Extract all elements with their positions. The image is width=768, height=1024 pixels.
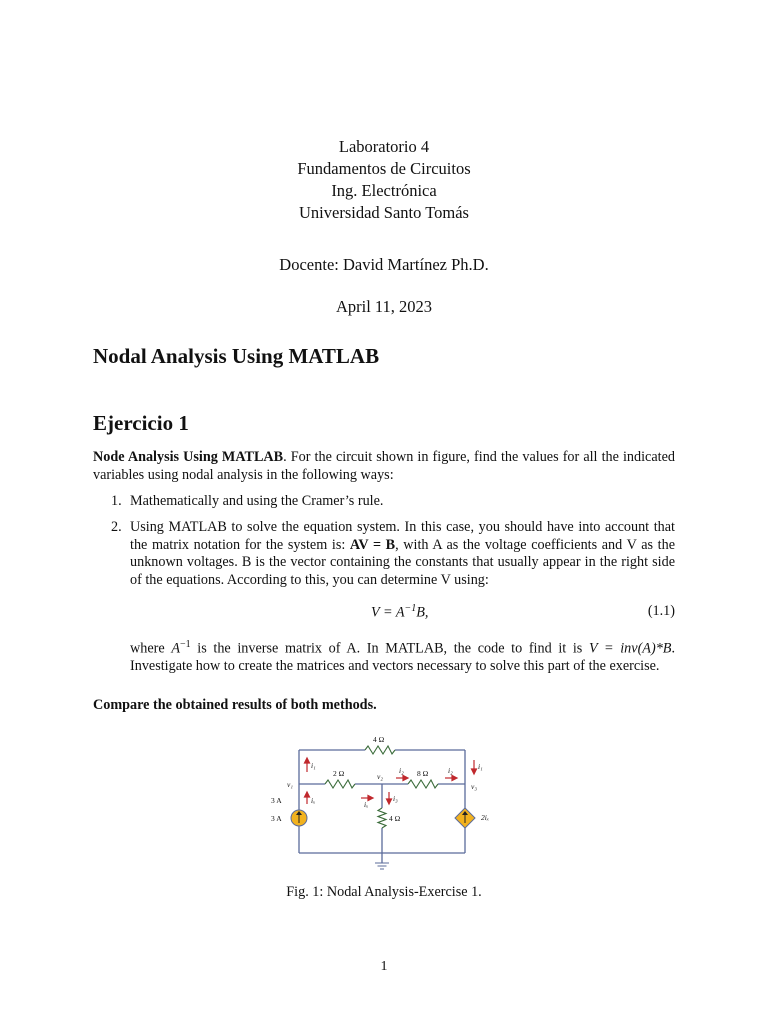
label-r-mid: 4 Ω: [389, 814, 401, 823]
label-src-a: 3 A: [271, 796, 282, 805]
matlab-code: V = inv(A)*B: [588, 640, 672, 657]
resistor-mid-icon: [378, 808, 386, 828]
label-v3: v₃: [471, 782, 477, 791]
document-header: [0, 136, 768, 224]
ground-icon: [375, 863, 389, 869]
label-v2: v₂: [377, 772, 383, 781]
arrow-i2-b-icon: [445, 776, 457, 781]
intro-bold: Node Analysis Using MATLAB: [93, 449, 284, 465]
item-number: 1.: [111, 493, 122, 509]
university-name: Universidad Santo Tomás: [299, 203, 469, 222]
exercise-intro: [93, 449, 675, 484]
resistor-top-icon: [365, 746, 395, 754]
lab-title: Laboratorio 4: [338, 137, 430, 156]
label-r-left: 2 Ω: [333, 769, 345, 778]
label-ix-a: iₓ: [311, 796, 316, 805]
label-v1: v₁: [287, 780, 293, 789]
label-ix-b: iₓ: [364, 800, 369, 809]
arrow-i1-left-icon: [305, 758, 310, 772]
resistor-right-icon: [408, 780, 438, 788]
arrow-i3-icon: [387, 792, 392, 804]
dependent-source-icon: [455, 808, 475, 828]
arrow-ix-a-icon: [305, 792, 310, 804]
label-i2-b: i₂: [448, 766, 453, 775]
document-date: April 11, 2023: [335, 297, 433, 316]
circuit-diagram: [265, 730, 505, 870]
list-item: [93, 519, 675, 589]
equation-body: $V = A^{-1}B$,: [371, 603, 429, 621]
section-title: Nodal Analysis Using MATLAB: [93, 344, 380, 368]
page-number: 1: [380, 959, 388, 974]
instructor: Docente: David Martínez Ph.D.: [279, 255, 489, 274]
resistor-left-icon: [325, 780, 355, 788]
program-name: Ing. Electrónica: [331, 181, 437, 200]
label-i1-left: i₁: [311, 761, 316, 770]
figure-caption: Fig. 1: Nodal Analysis-Exercise 1.: [286, 884, 482, 900]
equation-number: (1.1): [647, 603, 675, 619]
item-number: 2.: [111, 519, 122, 535]
label-src-b: 3 A: [271, 814, 282, 823]
exercise-title: Ejercicio 1: [93, 411, 189, 435]
label-dep-source: 2iₓ: [481, 813, 489, 822]
item-text: Mathematically and using the Cramer’s rule.: [130, 493, 384, 509]
label-r-right: 8 Ω: [417, 769, 429, 778]
course-name: Fundamentos de Circuitos: [297, 159, 471, 178]
compare-instruction: Compare the obtained results of both methods.: [93, 697, 377, 713]
intro-text: . For the circuit shown in figure, find the values for all the indicated variables using nodal analysis in the following ways:: [93, 449, 675, 483]
current-source-icon: [291, 810, 307, 826]
item-text: Using MATLAB to solve the equation system. In this case, you should have into account that the matrix notation for the system is: AV = B, with A as the voltage coefficients and V as the unknown voltages. B is the vector containing the constants that usually appear in the right side of the equations. According to this, you can determine V using:: [130, 519, 675, 588]
label-i3: i₃: [393, 794, 398, 803]
wires: [299, 750, 465, 863]
list-item: [93, 493, 675, 511]
label-i1-right: i₁: [478, 762, 483, 771]
inverse-explanation: where $A^{-1}$ is the inverse matrix of A. In MATLAB, the code to find it is V = inv(A)*B. Investigate how to create the matrices and vectors necessary to solve this part of the exercise.: [130, 639, 675, 675]
label-i2-a: i₂: [399, 766, 404, 775]
arrow-i1-right-icon: [472, 760, 477, 774]
arrow-i2-a-icon: [396, 776, 408, 781]
label-r-top: 4 Ω: [373, 735, 385, 744]
matrix-equation: AV = B: [349, 536, 396, 553]
